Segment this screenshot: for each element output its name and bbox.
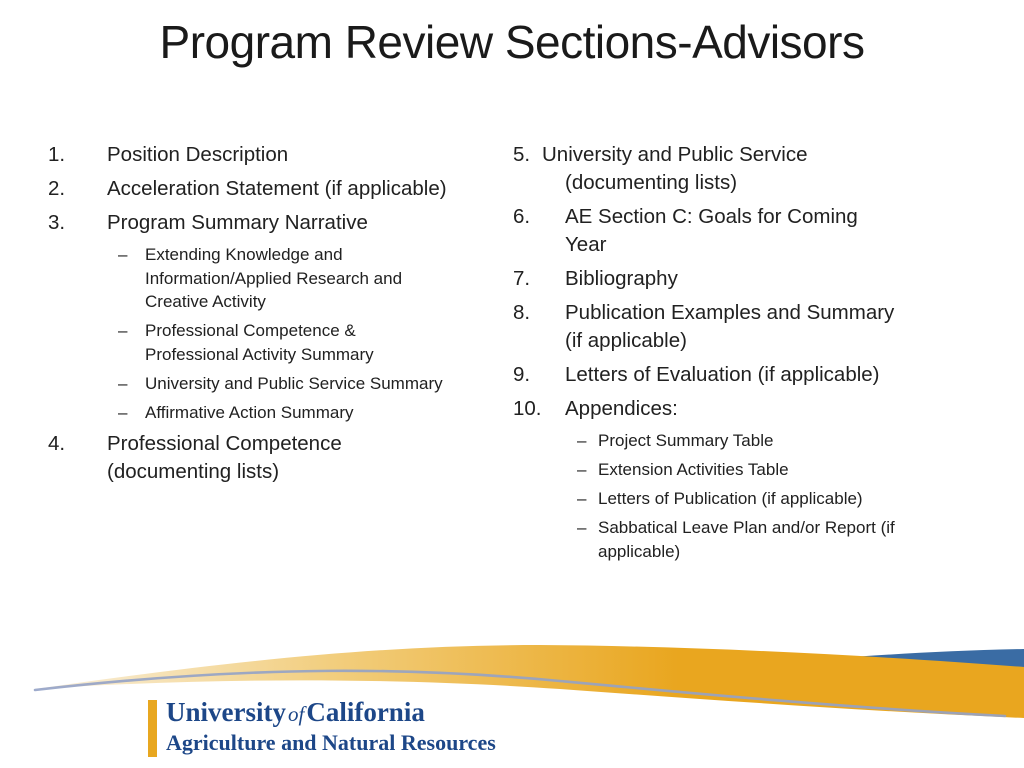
item-number: 8. [513,301,531,324]
item-text: AE Section C: Goals for Coming Year [565,205,858,256]
item-number: 10. [513,397,542,420]
item-text: Bibliography [565,267,678,290]
list-item [513,203,895,259]
item-number: 1. [48,143,66,166]
list-item [513,141,895,197]
sub-item-text: Extending Knowledge and Information/Applied Research and Creative Activity [145,245,403,311]
right-column-list [513,141,895,569]
logo-university-text: University [166,697,286,727]
item-text: Letters of Evaluation (if applicable) [565,363,880,386]
item-text: Acceleration Statement (if applicable) [107,177,447,200]
logo-gold-bar [148,700,157,757]
logo-california-text: California [306,697,425,727]
list-item [513,299,895,355]
item-number: 5. [513,143,531,166]
slide-title: Program Review Sections-Advisors [159,16,865,68]
sub-item [118,401,448,425]
sub-item-text: Extension Activities Table [598,460,789,479]
list-item [48,209,448,237]
uc-anr-logo [166,697,496,756]
item-text: University and Public Service (documenting lists) [542,143,808,194]
sub-item-text: Letters of Publication (if applicable) [598,489,863,508]
sub-item [577,516,920,563]
sub-item-text: Project Summary Table [598,431,774,450]
dash-bullet-icon: – [118,373,128,393]
list-item [513,361,895,389]
list-item [48,175,448,203]
item-text: Professional Competence (documenting lists) [107,431,342,483]
sub-item-text: Professional Competence & Professional Activity Summary [145,321,374,364]
left-column-list [48,141,448,492]
item-number: 3. [48,211,66,234]
dash-bullet-icon: – [577,431,587,450]
dash-bullet-icon: – [577,518,587,537]
dash-bullet-icon: – [118,245,128,264]
item-text: Publication Examples and Summary (if applicable) [565,301,895,352]
sub-item [577,429,920,453]
logo-line-1 [166,697,496,730]
item-number: 9. [513,363,531,386]
sub-item-text: University and Public Service Summary [145,373,443,393]
sub-item [577,487,920,511]
dash-bullet-icon: – [118,402,128,422]
item-text: Appendices: [565,397,678,420]
list-item [48,141,448,169]
item-number: 7. [513,267,531,290]
item-number: 4. [48,431,66,455]
sub-item [118,372,448,396]
logo-of-text: of [287,702,305,726]
dash-bullet-icon: – [118,321,128,340]
logo-line-2: Agriculture and Natural Resources [166,730,496,755]
item-text: Position Description [107,143,289,166]
dash-bullet-icon: – [577,489,587,508]
dash-bullet-icon: – [577,460,587,479]
list-item [513,265,895,293]
item-number: 6. [513,205,531,228]
sub-item [118,319,448,366]
sub-item-text: Affirmative Action Summary [145,402,354,422]
list-item [48,430,448,486]
sub-item [118,243,448,314]
sub-item-text: Sabbatical Leave Plan and/or Report (if applicable) [598,518,895,561]
list-item [513,395,895,423]
item-text: Program Summary Narrative [107,211,368,234]
sub-item [577,458,920,482]
item-number: 2. [48,177,66,200]
